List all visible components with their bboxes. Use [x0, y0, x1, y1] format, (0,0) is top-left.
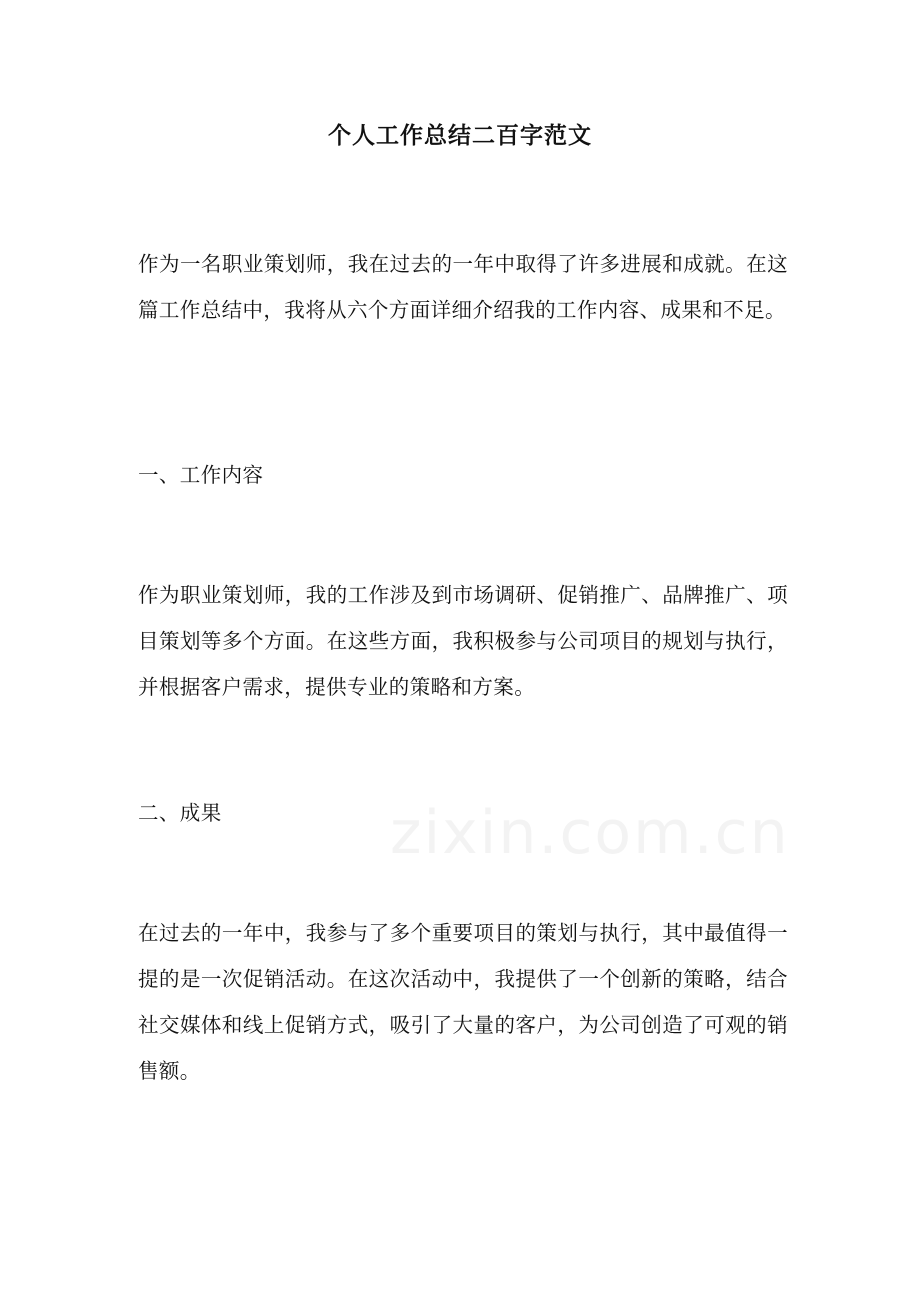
section-results-paragraph: 在过去的一年中，我参与了多个重要项目的策划与执行，其中最值得一提的是一次促销活动。在这次活动中，我提供了一个创新的策略，结合社交媒体和线上促销方式，吸引了大量的客户，为公司创造了可观的销售额。 [138, 921, 788, 1083]
section-heading-results: 二、成果 [138, 801, 222, 825]
page-title: 个人工作总结二百字范文 [328, 122, 592, 149]
intro-paragraph: 作为一名职业策划师，我在过去的一年中取得了许多进展和成就。在这篇工作总结中，我将从六个方面详细介绍我的工作内容、成果和不足。 [138, 252, 788, 322]
watermark: zixin.com.cn [390, 798, 790, 868]
section-heading-work-content: 一、工作内容 [138, 463, 264, 487]
section-work-content-paragraph: 作为职业策划师，我的工作涉及到市场调研、促销推广、品牌推广、项目策划等多个方面。在这些方面，我积极参与公司项目的规划与执行，并根据客户需求，提供专业的策略和方案。 [138, 583, 788, 699]
